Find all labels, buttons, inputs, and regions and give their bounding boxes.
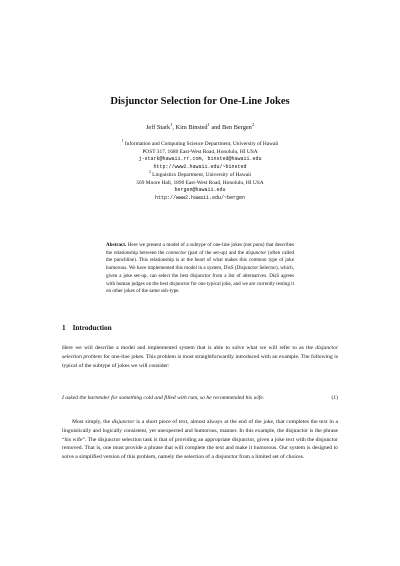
affil-email[interactable]: bergen@hawaii.edu	[174, 187, 226, 194]
affiliation-line	[0, 172, 400, 180]
affil-dept: Linguistics Department, University of Hawaii	[152, 172, 252, 178]
example-joke	[62, 394, 338, 403]
text-run: (part of the set-up) and the	[186, 249, 246, 256]
affil-url[interactable]: http://www2.hawaii.edu/~binsted	[153, 163, 247, 170]
author-name: Jeff Stark	[145, 124, 171, 131]
affiliation-line	[0, 141, 400, 149]
emphasized-term: disjunctor	[111, 419, 135, 425]
paper-title: Disjunctor Selection for One-Line Jokes	[110, 96, 290, 107]
author-affil-mark: 2	[251, 121, 255, 127]
affil-address: POST 317, 1680 East-West Road, Honolulu, HI USA	[142, 148, 258, 155]
affiliation-2	[0, 172, 400, 202]
emphasized-term: disjunctor	[245, 249, 267, 256]
abstract	[106, 242, 294, 296]
example-text: I asked the bartender for something cold and filled with rum, so he recommended his wife.	[62, 395, 265, 401]
abstract-text	[106, 242, 294, 294]
affil-address: 569 Moore Hall, 1890 East-West Road, Honolulu, HI USA	[136, 179, 264, 186]
emphasized-term: connector	[166, 249, 187, 256]
author-separator: and	[209, 124, 223, 131]
text-run: is a short piece of text, almost always at the end of the joke, that completes the text in a linguistically and logically consistent, yet unexpected and humorous, manner. In this example, the disjunctor is the phrase “his wife”. The disjunctor selection task is that of providing an appropriate disjunctor, given a joke text with the disjunctor removed. That is, one must provide a phrase that will complete the text and make it humorous. Our system is designed to solve a simplified version of this problem, namely the selection of a disjunctor from a limited set of choices.	[62, 419, 339, 461]
paragraph-1	[62, 344, 338, 370]
author-name: Ben Bergen	[222, 124, 252, 131]
affil-mark: 1	[121, 139, 124, 144]
affil-dept: Information and Computing Science Department, University of Hawaii	[124, 141, 279, 147]
author-name: Kim Binsted	[175, 124, 208, 131]
abstract-label: Abstract.	[106, 242, 127, 248]
affiliation-1	[0, 141, 400, 171]
emphasized-term: disjunctor selection problem	[62, 345, 338, 360]
text-run: (often called the punchline). This relationship is at the heart of what makes this common type of joke humorous. We have implemented this model in a system, DisS (Disjunctor Selector), which, given a joke set-up, can select the best disjunctor from a list of alternatives. DisS agrees with human judges on the best disjunctor for one typical joke, and we are currently testing it on other jokes of the same sub-type.	[106, 249, 295, 295]
text-run: Most simply, the	[72, 419, 112, 425]
paragraph-2	[62, 418, 338, 462]
section-title: Introduction	[72, 324, 112, 332]
affil-email[interactable]: j-stark@hawaii.rr.com, binsted@hawaii.edu	[138, 156, 262, 163]
author-list	[0, 121, 400, 131]
text-run: Here we will describe a model and implemented system that is able to solve what we will refer to as the	[62, 345, 316, 351]
text-run: Here we present a model of a subtype of one-line jokes (not puns) that describes the relationship between the	[106, 242, 294, 256]
author-affil-mark: 1	[170, 121, 173, 127]
affil-mark: 2	[148, 170, 151, 175]
example-number: (1)	[331, 395, 338, 401]
author-affil-mark: 1	[207, 121, 210, 127]
section-number: 1	[62, 324, 66, 332]
section-heading	[62, 324, 112, 332]
author-separator: ,	[172, 124, 176, 131]
text-run: for one-line jokes. This problem is most straightforwardly introduced with an example. The following is typical of the subtype of jokes we will consider:	[62, 353, 338, 369]
affil-url[interactable]: http://www2.hawaii.edu/~bergen	[154, 194, 245, 201]
